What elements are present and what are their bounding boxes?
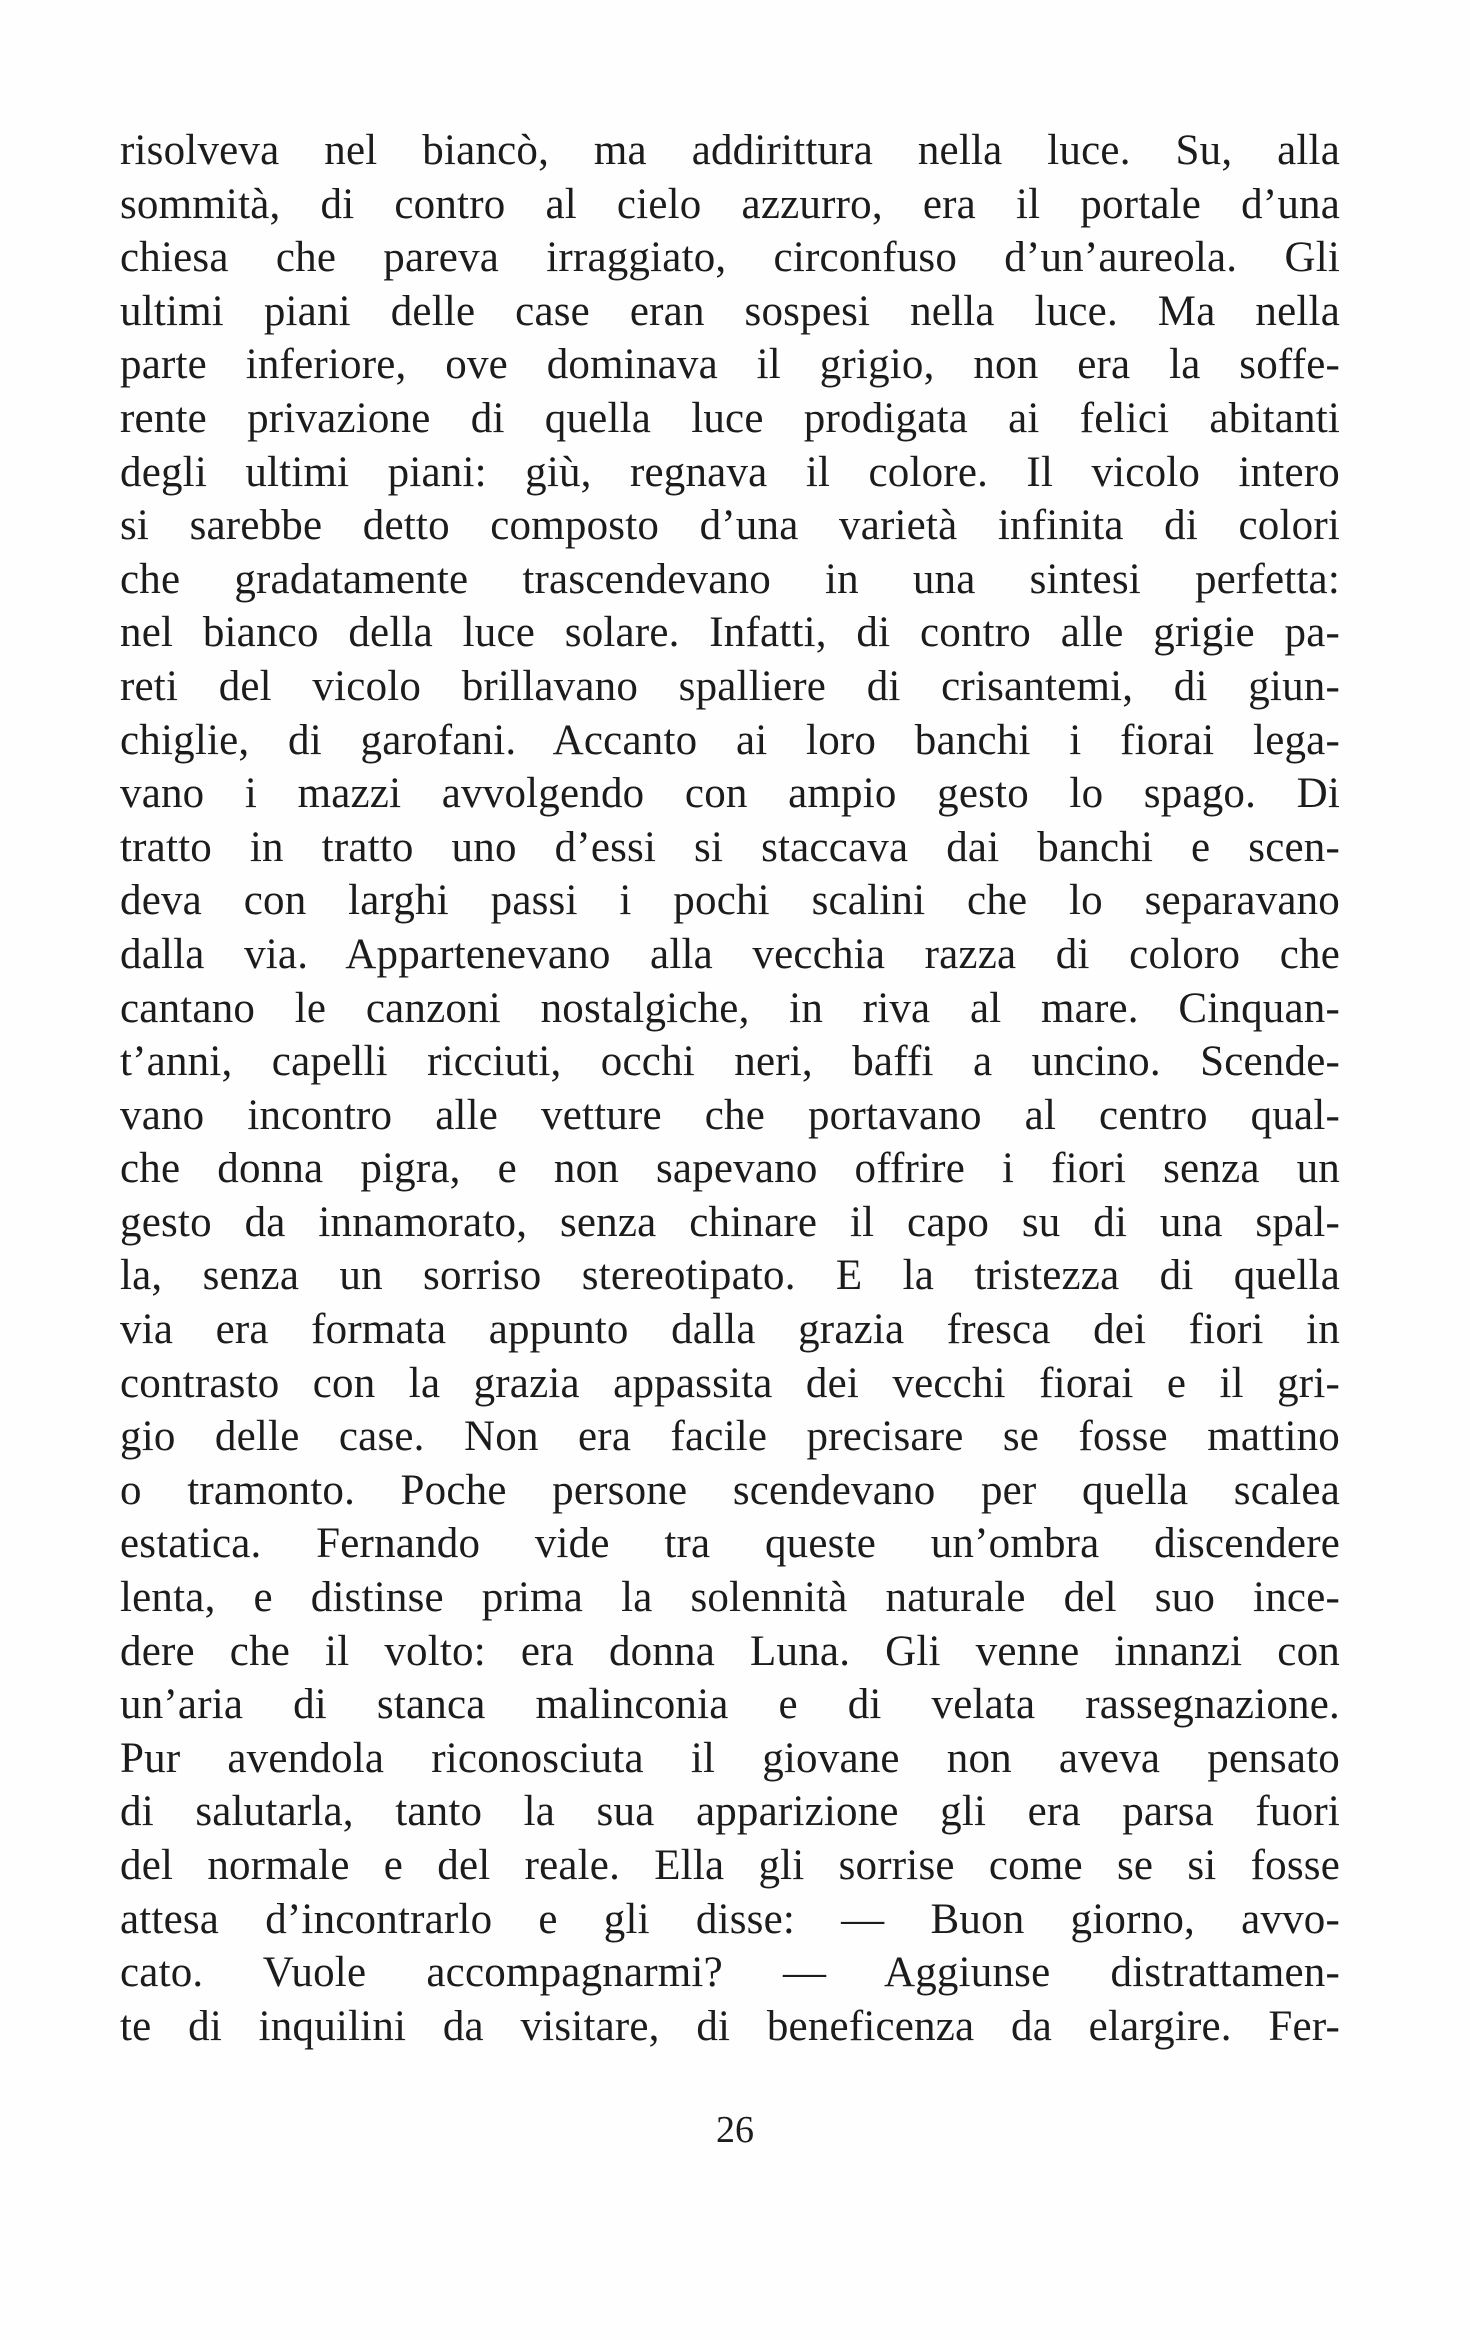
text-line: cato. Vuole accompagnarmi? — Aggiunse distrattamen- <box>120 1949 1340 1997</box>
text-line: lenta, e distinse prima la solennità naturale del suo ince- <box>120 1574 1340 1622</box>
text-line: si sarebbe detto composto d’una varietà infinita di colori <box>120 502 1340 550</box>
text-line: di salutarla, tanto la sua apparizione gli era parsa fuori <box>120 1788 1340 1836</box>
text-line: parte inferiore, ove dominava il grigio, non era la soffe- <box>120 341 1340 389</box>
text-line: estatica. Fernando vide tra queste un’ombra discendere <box>120 1520 1340 1568</box>
text-line: t’anni, capelli ricciuti, occhi neri, baffi a uncino. Scende- <box>120 1038 1340 1086</box>
text-line: chiglie, di garofani. Accanto ai loro banchi i fiorai lega- <box>120 716 1340 764</box>
text-line: degli ultimi piani: giù, regnava il colore. Il vicolo intero <box>120 448 1340 496</box>
text-line: via era formata appunto dalla grazia fresca dei fiori in <box>120 1306 1340 1354</box>
text-line: dalla via. Appartenevano alla vecchia razza di coloro che <box>120 930 1340 978</box>
text-line: rente privazione di quella luce prodigata ai felici abitanti <box>120 394 1340 442</box>
text-line: risolveva nel biancò, ma addirittura nella luce. Su, alla <box>120 127 1340 174</box>
text-line: contrasto con la grazia appassita dei vecchi fiorai e il gri- <box>120 1359 1340 1407</box>
text-line: vano incontro alle vetture che portavano al centro qual- <box>120 1091 1340 1139</box>
text-line: la, senza un sorriso stereotipato. E la tristezza di quella <box>120 1252 1340 1300</box>
text-line: un’aria di stanca malinconia e di velata rassegnazione. <box>120 1681 1340 1729</box>
text-line: tratto in tratto uno d’essi si staccava dai banchi e scen- <box>120 823 1340 871</box>
text-line: sommità, di contro al cielo azzurro, era il portale d’una <box>120 180 1340 228</box>
page-number: 26 <box>716 2109 754 2151</box>
text-line: del normale e del reale. Ella gli sorrise come se si fosse <box>120 1842 1340 1889</box>
text-line: che donna pigra, e non sapevano offrire i fiori senza un <box>120 1145 1340 1193</box>
text-line: attesa d’incontrarlo e gli disse: — Buon giorno, avvo- <box>120 1895 1340 1943</box>
body-text <box>120 124 1340 2053</box>
text-line: deva con larghi passi i pochi scalini che lo separavano <box>120 877 1340 925</box>
text-line: chiesa che pareva irraggiato, circonfuso d’un’aureola. Gli <box>120 234 1340 282</box>
text-line: reti del vicolo brillavano spalliere di crisantemi, di giun- <box>120 662 1340 710</box>
text-line: cantano le canzoni nostalgiche, in riva al mare. Cinquan- <box>120 984 1340 1032</box>
text-line: nel bianco della luce solare. Infatti, di contro alle grigie pa- <box>120 609 1340 657</box>
text-line: o tramonto. Poche persone scendevano per quella scalea <box>120 1466 1340 1514</box>
text-line: che gradatamente trascendevano in una sintesi perfetta: <box>120 555 1340 603</box>
text-line: gesto da innamorato, senza chinare il capo su di una spal- <box>120 1198 1340 1246</box>
text-line: dere che il volto: era donna Luna. Gli venne innanzi con <box>120 1627 1340 1675</box>
text-line: Pur avendola riconosciuta il giovane non aveva pensato <box>120 1734 1340 1782</box>
text-line: gio delle case. Non era facile precisare se fosse mattino <box>120 1413 1340 1461</box>
text-line: ultimi piani delle case eran sospesi nella luce. Ma nella <box>120 287 1340 335</box>
text-line: te di inquilini da visitare, di beneficenza da elargire. Fer- <box>120 2002 1340 2050</box>
text-line: vano i mazzi avvolgendo con ampio gesto lo spago. Di <box>120 770 1340 818</box>
